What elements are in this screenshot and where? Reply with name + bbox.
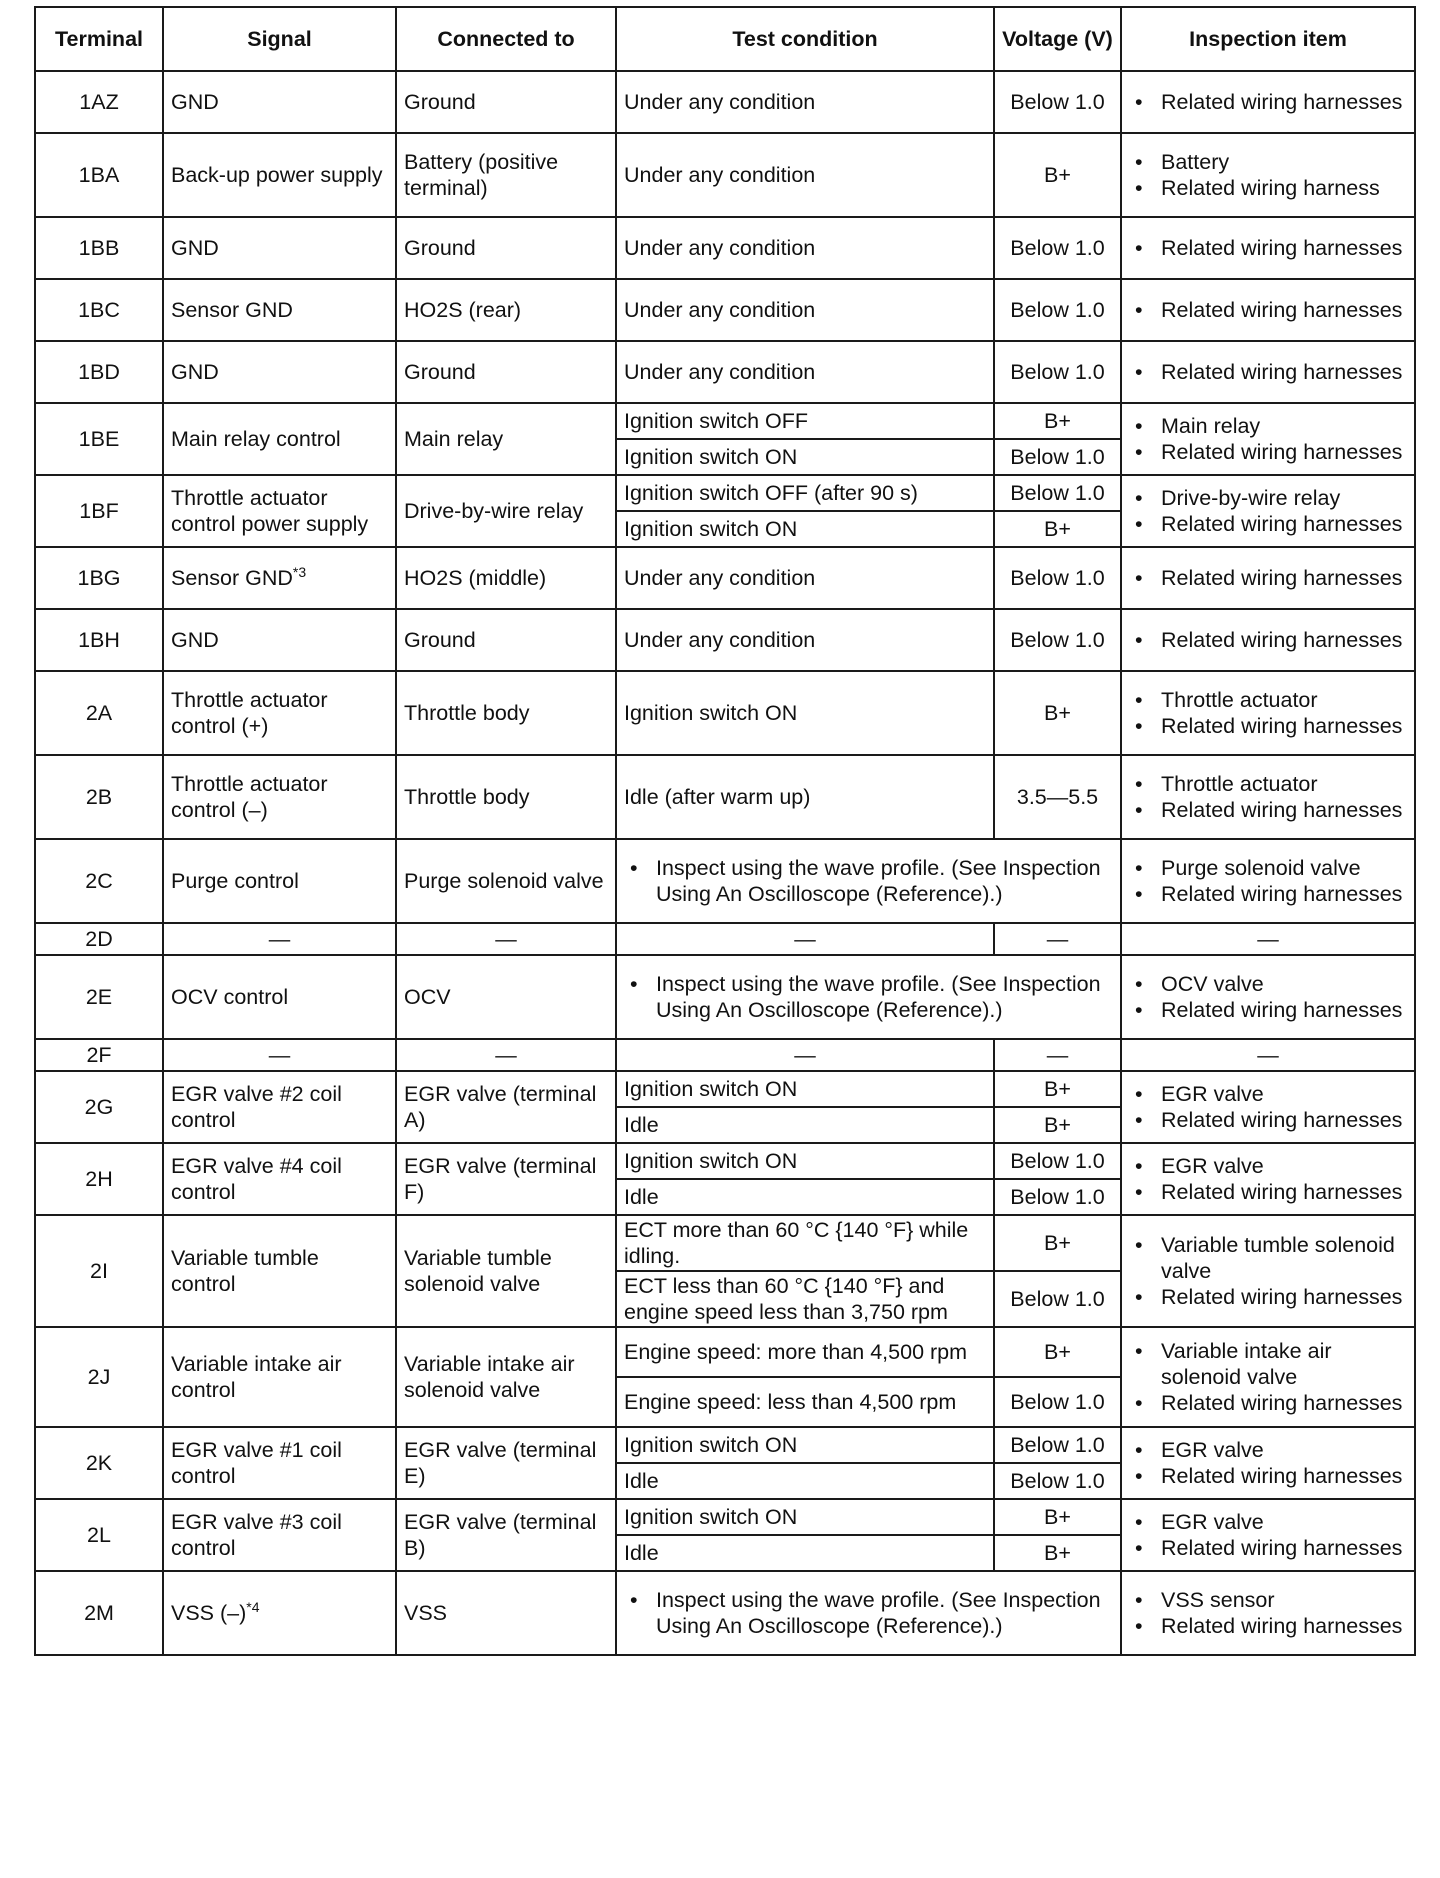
inspection-item: • Related wiring harnesses <box>1161 565 1407 591</box>
terminal-cell: 2B <box>35 755 163 839</box>
inspection-item: • EGR valve <box>1161 1081 1407 1107</box>
inspection-item: • Purge solenoid valve <box>1161 855 1407 881</box>
inspection-list <box>1129 359 1407 385</box>
inspection-item: • Related wiring harnesses <box>1161 1613 1407 1639</box>
test-condition-cell: Idle (after warm up) <box>616 755 994 839</box>
inspection-item: • Related wiring harnesses <box>1161 359 1407 385</box>
table-row <box>35 403 1415 439</box>
inspection-item: • Variable intake air solenoid valve <box>1161 1338 1407 1390</box>
voltage-cell: — <box>994 1039 1121 1071</box>
inspection-item: • Related wiring harnesses <box>1161 511 1407 537</box>
table-row <box>35 1571 1415 1655</box>
table-row <box>35 475 1415 511</box>
voltage-cell: Below 1.0 <box>994 279 1121 341</box>
terminal-cell: 1BF <box>35 475 163 547</box>
voltage-cell: Below 1.0 <box>994 609 1121 671</box>
signal-text: EGR valve #3 coil control <box>171 1510 342 1560</box>
header-connected-to: Connected to <box>396 7 616 71</box>
inspection-list <box>1129 627 1407 653</box>
terminal-cell: 1BA <box>35 133 163 217</box>
connected-to-cell: HO2S (middle) <box>396 547 616 609</box>
voltage-cell: B+ <box>994 1215 1121 1271</box>
signal-cell <box>163 475 396 547</box>
connected-to-cell: Throttle body <box>396 671 616 755</box>
signal-text: Back-up power supply <box>171 163 383 187</box>
inspection-item: • Related wiring harnesses <box>1161 1284 1407 1310</box>
voltage-cell: B+ <box>994 1499 1121 1535</box>
test-condition-cell: Engine speed: more than 4,500 rpm <box>616 1327 994 1377</box>
inspection-cell <box>1121 1215 1415 1327</box>
wave-note-list <box>624 855 1113 907</box>
test-condition-cell: Engine speed: less than 4,500 rpm <box>616 1377 994 1427</box>
signal-cell <box>163 1427 396 1499</box>
test-condition-cell: Under any condition <box>616 71 994 133</box>
table-row <box>35 955 1415 1039</box>
voltage-cell: Below 1.0 <box>994 475 1121 511</box>
signal-cell <box>163 133 396 217</box>
voltage-cell: Below 1.0 <box>994 1271 1121 1327</box>
inspection-list <box>1129 89 1407 115</box>
inspection-item: • Related wiring harnesses <box>1161 627 1407 653</box>
voltage-cell: Below 1.0 <box>994 71 1121 133</box>
header-test-condition: Test condition <box>616 7 994 71</box>
signal-cell <box>163 279 396 341</box>
connected-to-cell: EGR valve (terminal A) <box>396 1071 616 1143</box>
wave-note: • Inspect using the wave profile. (See Inspection Using An Oscilloscope (Reference).) <box>656 971 1113 1023</box>
connected-to-cell: Variable intake air solenoid valve <box>396 1327 616 1427</box>
inspection-list <box>1129 1587 1407 1639</box>
voltage-cell: Below 1.0 <box>994 217 1121 279</box>
voltage-cell: B+ <box>994 1107 1121 1143</box>
test-condition-cell: Ignition switch ON <box>616 511 994 547</box>
inspection-cell <box>1121 1499 1415 1571</box>
connected-to-cell: Battery (positive terminal) <box>396 133 616 217</box>
inspection-cell <box>1121 1571 1415 1655</box>
header-inspection-item: Inspection item <box>1121 7 1415 71</box>
test-condition-cell: — <box>616 1039 994 1071</box>
connected-to-cell: Ground <box>396 609 616 671</box>
signal-cell <box>163 955 396 1039</box>
inspection-item: • Related wiring harnesses <box>1161 235 1407 261</box>
inspection-cell <box>1121 671 1415 755</box>
inspection-item: • Related wiring harnesses <box>1161 1535 1407 1561</box>
inspection-list <box>1129 855 1407 907</box>
table-row <box>35 279 1415 341</box>
test-condition-cell: Ignition switch ON <box>616 1143 994 1179</box>
test-condition-cell: Ignition switch ON <box>616 439 994 475</box>
inspection-list <box>1129 149 1407 201</box>
signal-cell <box>163 609 396 671</box>
signal-cell <box>163 1327 396 1427</box>
signal-text: Main relay control <box>171 427 341 451</box>
terminal-voltage-table <box>34 6 1416 1656</box>
inspection-list <box>1129 485 1407 537</box>
voltage-cell: B+ <box>994 1327 1121 1377</box>
connected-to-cell: — <box>396 1039 616 1071</box>
table-row <box>35 71 1415 133</box>
terminal-cell: 1BC <box>35 279 163 341</box>
terminal-cell: 1BE <box>35 403 163 475</box>
test-condition-cell: Idle <box>616 1179 994 1215</box>
signal-text: Sensor GND <box>171 566 293 590</box>
signal-cell <box>163 755 396 839</box>
connected-to-cell: — <box>396 923 616 955</box>
voltage-cell: B+ <box>994 1535 1121 1571</box>
terminal-cell: 2E <box>35 955 163 1039</box>
table-header-row <box>35 7 1415 71</box>
terminal-cell: 2G <box>35 1071 163 1143</box>
inspection-list <box>1129 297 1407 323</box>
inspection-cell <box>1121 279 1415 341</box>
signal-text: GND <box>171 236 219 260</box>
signal-cell <box>163 1071 396 1143</box>
inspection-list <box>1129 565 1407 591</box>
signal-text: Variable intake air control <box>171 1352 342 1402</box>
inspection-cell <box>1121 71 1415 133</box>
table-row <box>35 923 1415 955</box>
table-row <box>35 1427 1415 1463</box>
wave-note-list <box>624 971 1113 1023</box>
signal-cell <box>163 403 396 475</box>
inspection-cell <box>1121 755 1415 839</box>
test-condition-cell: Idle <box>616 1107 994 1143</box>
inspection-item: • Drive-by-wire relay <box>1161 485 1407 511</box>
signal-cell <box>163 1143 396 1215</box>
connected-to-cell: Drive-by-wire relay <box>396 475 616 547</box>
terminal-cell: 1BG <box>35 547 163 609</box>
connected-to-cell: EGR valve (terminal B) <box>396 1499 616 1571</box>
table-row <box>35 1215 1415 1271</box>
inspection-list <box>1129 1081 1407 1133</box>
inspection-item: • Throttle actuator <box>1161 771 1407 797</box>
test-condition-cell: Under any condition <box>616 133 994 217</box>
terminal-cell: 2M <box>35 1571 163 1655</box>
inspection-item: • Related wiring harnesses <box>1161 997 1407 1023</box>
table-row <box>35 1499 1415 1535</box>
voltage-cell: — <box>994 923 1121 955</box>
voltage-cell: B+ <box>994 511 1121 547</box>
table-row <box>35 755 1415 839</box>
wave-note: • Inspect using the wave profile. (See Inspection Using An Oscilloscope (Reference).) <box>656 855 1113 907</box>
inspection-cell <box>1121 609 1415 671</box>
header-signal: Signal <box>163 7 396 71</box>
inspection-item: • Related wiring harnesses <box>1161 797 1407 823</box>
connected-to-cell: Ground <box>396 71 616 133</box>
signal-cell <box>163 341 396 403</box>
test-condition-cell: Idle <box>616 1535 994 1571</box>
inspection-list <box>1129 971 1407 1023</box>
test-condition-cell: — <box>616 923 994 955</box>
test-condition-cell: Idle <box>616 1463 994 1499</box>
voltage-cell: Below 1.0 <box>994 1463 1121 1499</box>
inspection-item: • Throttle actuator <box>1161 687 1407 713</box>
signal-cell <box>163 71 396 133</box>
terminal-cell: 2C <box>35 839 163 923</box>
inspection-item: • Related wiring harnesses <box>1161 713 1407 739</box>
terminal-cell: 2A <box>35 671 163 755</box>
test-condition-cell: Under any condition <box>616 279 994 341</box>
inspection-cell <box>1121 133 1415 217</box>
inspection-cell <box>1121 1071 1415 1143</box>
connected-to-cell: HO2S (rear) <box>396 279 616 341</box>
test-condition-cell: Under any condition <box>616 547 994 609</box>
test-condition-cell: Ignition switch ON <box>616 1427 994 1463</box>
connected-to-cell: Throttle body <box>396 755 616 839</box>
inspection-cell <box>1121 1327 1415 1427</box>
inspection-item: • Related wiring harness <box>1161 175 1407 201</box>
voltage-cell: B+ <box>994 1071 1121 1107</box>
footnote-mark: *3 <box>292 563 307 580</box>
signal-text: EGR valve #2 coil control <box>171 1082 342 1132</box>
inspection-list <box>1129 1338 1407 1416</box>
inspection-item: • Battery <box>1161 149 1407 175</box>
signal-cell: — <box>163 1039 396 1071</box>
inspection-item: • OCV valve <box>1161 971 1407 997</box>
signal-cell <box>163 217 396 279</box>
terminal-cell: 2J <box>35 1327 163 1427</box>
terminal-cell: 2K <box>35 1427 163 1499</box>
inspection-cell <box>1121 217 1415 279</box>
table-row <box>35 1327 1415 1377</box>
signal-text: GND <box>171 360 219 384</box>
table-row <box>35 341 1415 403</box>
connected-to-cell: EGR valve (terminal F) <box>396 1143 616 1215</box>
inspection-cell <box>1121 403 1415 475</box>
signal-text: Throttle actuator control (+) <box>171 688 328 738</box>
test-condition-cell: Ignition switch OFF (after 90 s) <box>616 475 994 511</box>
inspection-cell <box>1121 1427 1415 1499</box>
inspection-item: • Main relay <box>1161 413 1407 439</box>
terminal-cell: 2F <box>35 1039 163 1071</box>
terminal-cell: 1AZ <box>35 71 163 133</box>
inspection-cell <box>1121 547 1415 609</box>
test-condition-cell: ECT less than 60 °C {140 °F} and engine speed less than 3,750 rpm <box>616 1271 994 1327</box>
inspection-item: • Related wiring harnesses <box>1161 89 1407 115</box>
connected-to-cell: Main relay <box>396 403 616 475</box>
signal-text: GND <box>171 628 219 652</box>
connected-to-cell: EGR valve (terminal E) <box>396 1427 616 1499</box>
connected-to-cell: Ground <box>396 217 616 279</box>
voltage-cell: Below 1.0 <box>994 1143 1121 1179</box>
signal-cell: — <box>163 923 396 955</box>
voltage-cell: Below 1.0 <box>994 547 1121 609</box>
table-row <box>35 1039 1415 1071</box>
terminal-voltage-table-page <box>34 6 1414 1656</box>
signal-text: Throttle actuator control (–) <box>171 772 328 822</box>
terminal-cell: 2I <box>35 1215 163 1327</box>
test-condition-cell: Ignition switch ON <box>616 671 994 755</box>
inspection-item: • EGR valve <box>1161 1509 1407 1535</box>
voltage-cell: Below 1.0 <box>994 1377 1121 1427</box>
signal-text: Sensor GND <box>171 298 293 322</box>
connected-to-cell: Ground <box>396 341 616 403</box>
inspection-cell: — <box>1121 923 1415 955</box>
test-condition-cell: Under any condition <box>616 341 994 403</box>
test-condition-cell: Under any condition <box>616 217 994 279</box>
test-condition-cell: ECT more than 60 °C {140 °F} while idling. <box>616 1215 994 1271</box>
table-row <box>35 671 1415 755</box>
signal-cell <box>163 1499 396 1571</box>
table-row <box>35 1143 1415 1179</box>
signal-cell <box>163 547 396 609</box>
test-condition-cell: Ignition switch ON <box>616 1071 994 1107</box>
wave-note-cell <box>616 839 1121 923</box>
wave-note-cell <box>616 1571 1121 1655</box>
connected-to-cell: Purge solenoid valve <box>396 839 616 923</box>
table-row <box>35 1071 1415 1107</box>
header-voltage: Voltage (V) <box>994 7 1121 71</box>
voltage-cell: Below 1.0 <box>994 1179 1121 1215</box>
footnote-mark: *4 <box>246 1598 260 1615</box>
inspection-item: • Related wiring harnesses <box>1161 1390 1407 1416</box>
table-row <box>35 547 1415 609</box>
wave-note-list <box>624 1587 1113 1639</box>
voltage-cell: B+ <box>994 133 1121 217</box>
signal-cell <box>163 1215 396 1327</box>
inspection-cell <box>1121 475 1415 547</box>
wave-note-cell <box>616 955 1121 1039</box>
voltage-cell: B+ <box>994 671 1121 755</box>
inspection-item: • Related wiring harnesses <box>1161 1463 1407 1489</box>
terminal-cell: 1BD <box>35 341 163 403</box>
inspection-list <box>1129 771 1407 823</box>
signal-text: OCV control <box>171 985 289 1009</box>
signal-text: GND <box>171 90 219 114</box>
terminal-cell: 2D <box>35 923 163 955</box>
test-condition-cell: Ignition switch OFF <box>616 403 994 439</box>
inspection-item: • Related wiring harnesses <box>1161 297 1407 323</box>
signal-text: Purge control <box>171 869 299 893</box>
inspection-list <box>1129 1153 1407 1205</box>
inspection-cell <box>1121 955 1415 1039</box>
signal-cell <box>163 1571 396 1655</box>
inspection-list <box>1129 1509 1407 1561</box>
signal-text: EGR valve #1 coil control <box>171 1438 342 1488</box>
signal-cell <box>163 671 396 755</box>
inspection-item: • EGR valve <box>1161 1437 1407 1463</box>
inspection-list <box>1129 1232 1407 1310</box>
inspection-list <box>1129 235 1407 261</box>
inspection-list <box>1129 1437 1407 1489</box>
terminal-cell: 2L <box>35 1499 163 1571</box>
header-terminal: Terminal <box>35 7 163 71</box>
voltage-cell: Below 1.0 <box>994 1427 1121 1463</box>
inspection-list <box>1129 687 1407 739</box>
terminal-cell: 2H <box>35 1143 163 1215</box>
inspection-list <box>1129 413 1407 465</box>
inspection-item: • Related wiring harnesses <box>1161 1107 1407 1133</box>
inspection-item: • Related wiring harnesses <box>1161 439 1407 465</box>
inspection-item: • EGR valve <box>1161 1153 1407 1179</box>
connected-to-cell: OCV <box>396 955 616 1039</box>
wave-note: • Inspect using the wave profile. (See Inspection Using An Oscilloscope (Reference).) <box>656 1587 1113 1639</box>
inspection-item: • Related wiring harnesses <box>1161 881 1407 907</box>
test-condition-cell: Under any condition <box>616 609 994 671</box>
inspection-item: • Variable tumble solenoid valve <box>1161 1232 1407 1284</box>
table-row <box>35 217 1415 279</box>
voltage-cell: Below 1.0 <box>994 341 1121 403</box>
terminal-cell: 1BB <box>35 217 163 279</box>
inspection-cell <box>1121 1143 1415 1215</box>
connected-to-cell: Variable tumble solenoid valve <box>396 1215 616 1327</box>
inspection-cell: — <box>1121 1039 1415 1071</box>
voltage-cell: B+ <box>994 403 1121 439</box>
inspection-cell <box>1121 341 1415 403</box>
table-row <box>35 839 1415 923</box>
table-row <box>35 133 1415 217</box>
signal-text: Variable tumble control <box>171 1246 319 1296</box>
voltage-cell: Below 1.0 <box>994 439 1121 475</box>
signal-text: Throttle actuator control power supply <box>171 486 369 536</box>
terminal-cell: 1BH <box>35 609 163 671</box>
connected-to-cell: VSS <box>396 1571 616 1655</box>
signal-cell <box>163 839 396 923</box>
signal-text: EGR valve #4 coil control <box>171 1154 342 1204</box>
table-row <box>35 609 1415 671</box>
inspection-item: • VSS sensor <box>1161 1587 1407 1613</box>
voltage-cell: 3.5—5.5 <box>994 755 1121 839</box>
inspection-item: • Related wiring harnesses <box>1161 1179 1407 1205</box>
signal-text: VSS (–) <box>171 1601 247 1625</box>
inspection-cell <box>1121 839 1415 923</box>
test-condition-cell: Ignition switch ON <box>616 1499 994 1535</box>
